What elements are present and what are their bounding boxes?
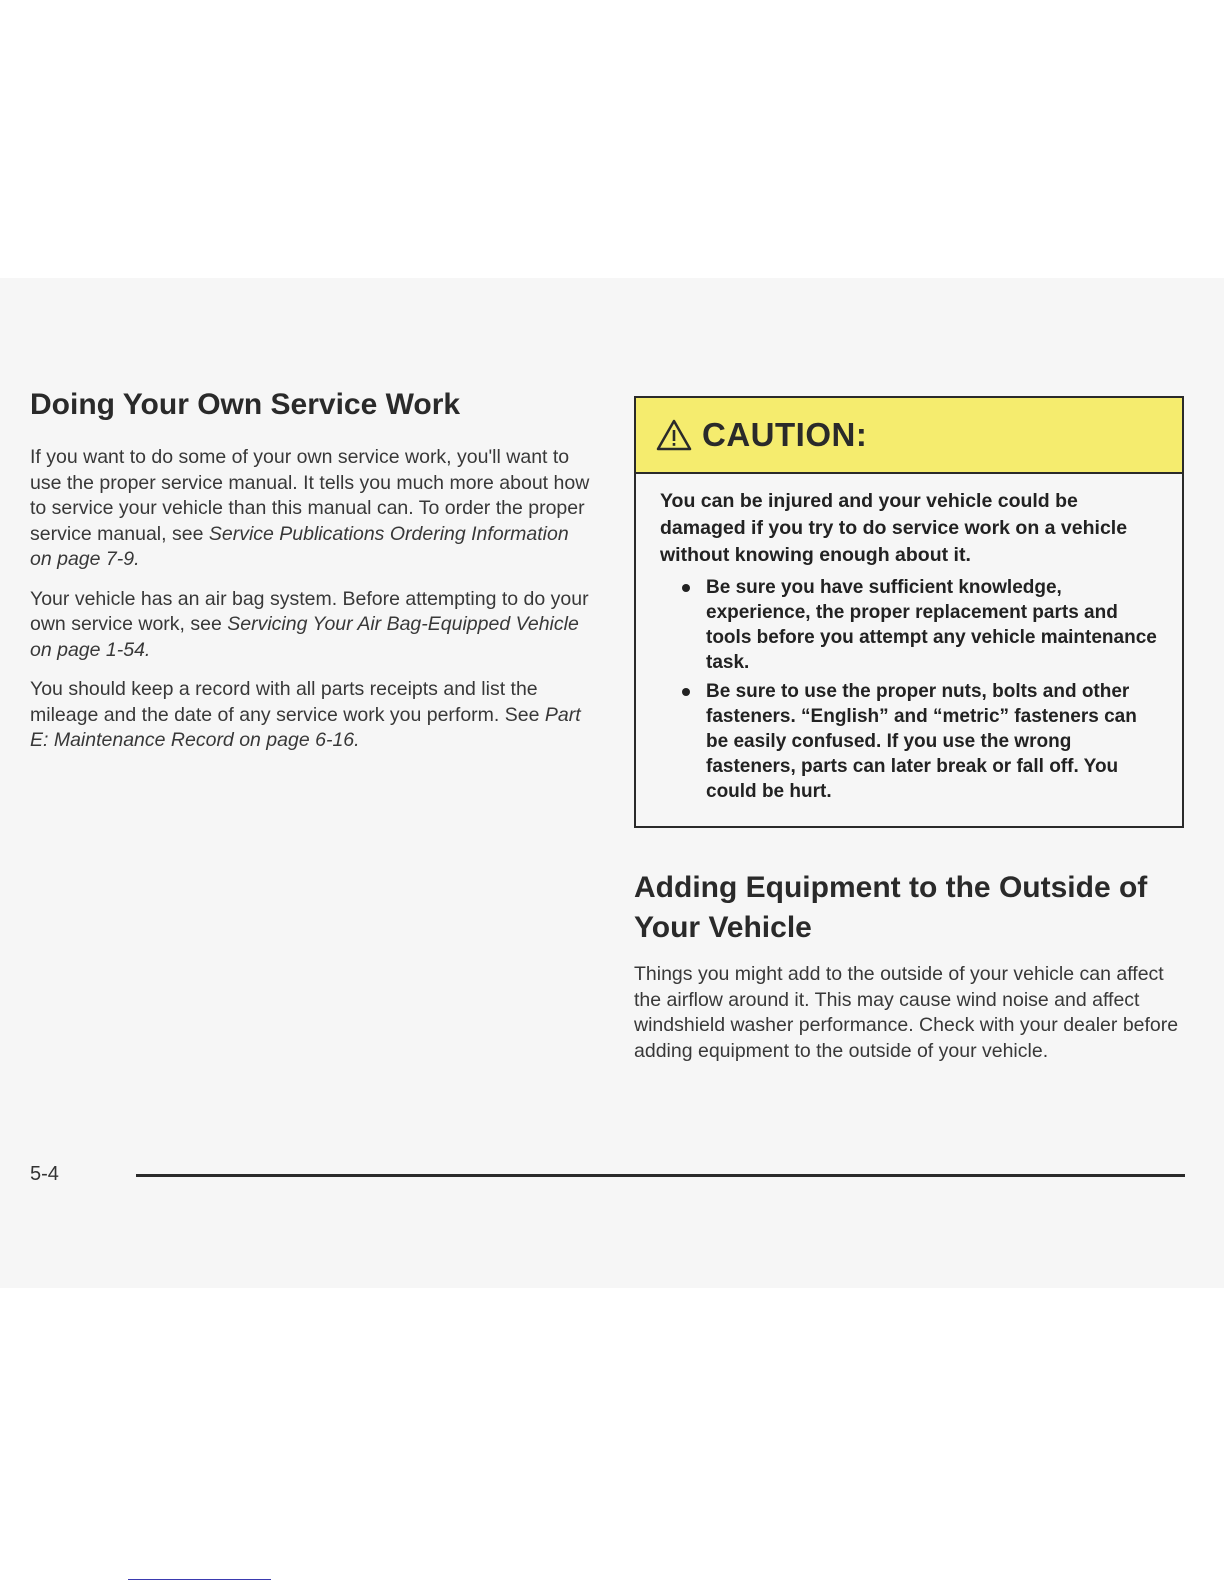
caution-title: CAUTION: — [702, 416, 868, 453]
paragraph-air-bag — [30, 587, 595, 664]
caution-bullet-knowledge-text: Be sure you have sufficient knowledge, experience, the proper replacement parts and tools before you attempt any vehicle maintenance task. — [706, 577, 1157, 673]
bullet-icon — [682, 688, 690, 696]
caution-body — [636, 474, 1182, 826]
left-column — [30, 385, 595, 768]
caution-intro: You can be injured and your vehicle could be damaged if you try to do service work on a vehicle without knowing enough about it. — [660, 490, 1128, 566]
bottom-link-underline — [128, 1579, 271, 1580]
caution-bullet-knowledge — [660, 575, 1162, 675]
section-title-adding-equipment: Adding Equipment to the Outside of Your Vehicle — [634, 871, 1148, 944]
paragraph-service-manual — [30, 445, 595, 573]
paragraph-adding-equipment: Things you might add to the outside of your vehicle can affect the airflow around it. This may cause wind noise and affect windshield washer performance. Check with your dealer before adding equipment to the outside of your vehicle. — [634, 963, 1179, 1062]
footer-rule — [136, 1174, 1185, 1177]
caution-box — [634, 396, 1184, 828]
caution-bullet-fasteners-text: Be sure to use the proper nuts, bolts and other fasteners. “English” and “metric” fasteners can be easily confused. If you use the wrong fasteners, parts can later break or fall off. You could be hurt. — [706, 681, 1137, 802]
reference-maintenance-record[interactable]: Part E: Maintenance Record on page 6-16. — [30, 703, 581, 751]
reference-service-publications[interactable]: Service Publications Ordering Information on page 7-9. — [30, 522, 569, 570]
adding-equipment-section — [634, 868, 1184, 1064]
bullet-icon — [682, 584, 690, 592]
paragraph-record-keeping-text: You should keep a record with all parts receipts and list the mileage and the date of any service work you perform. See — [30, 678, 545, 726]
section-title-service-work: Doing Your Own Service Work — [30, 388, 461, 421]
paragraph-record-keeping — [30, 677, 595, 754]
right-column — [634, 396, 1184, 1078]
caution-bullet-fasteners — [660, 679, 1162, 804]
warning-triangle-icon — [656, 419, 692, 451]
reference-air-bag-servicing[interactable]: Servicing Your Air Bag-Equipped Vehicle on page 1-54. — [30, 613, 579, 661]
caution-list — [660, 575, 1162, 804]
page-number: 5-4 — [30, 1163, 59, 1185]
paragraph-air-bag-text: Your vehicle has an air bag system. Before attempting to do your own service work, see — [30, 587, 589, 635]
caution-header — [636, 398, 1182, 474]
paragraph-service-manual-text: If you want to do some of your own service work, you'll want to use the proper service manual. It tells you much more about how to service your vehicle than this manual can. To order the proper service manual, see — [30, 446, 590, 545]
